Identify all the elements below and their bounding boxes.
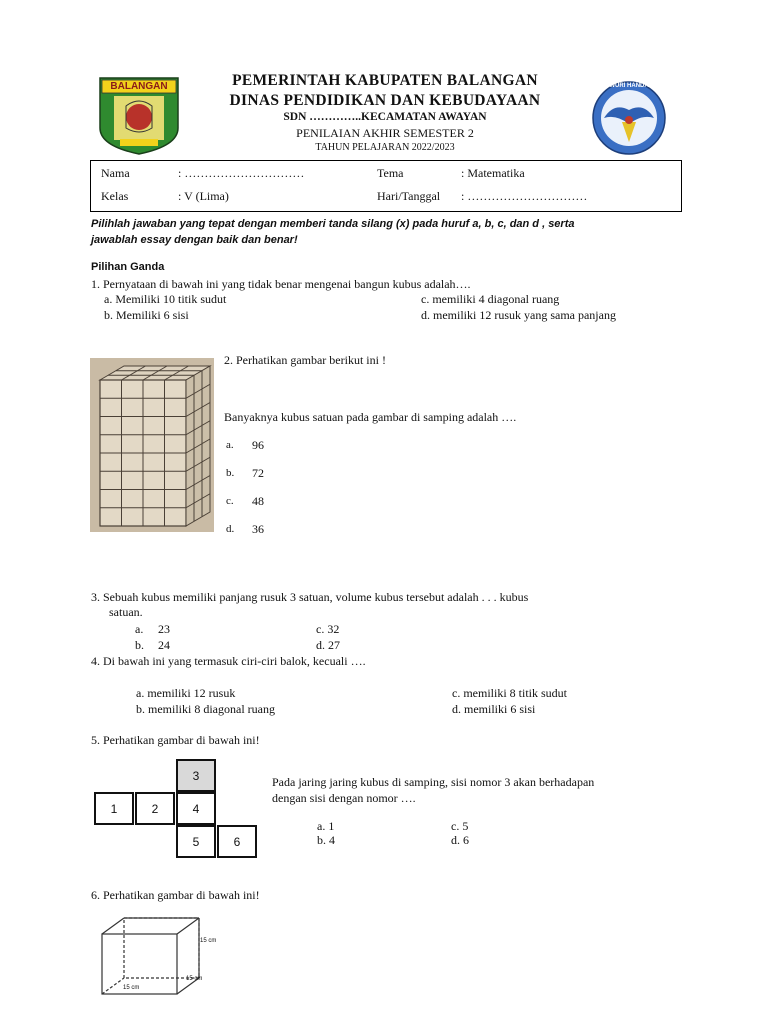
left-logo-text: BALANGAN	[110, 81, 168, 92]
q2-option-d-letter[interactable]: d.	[226, 523, 235, 535]
right-logo-text: TUT WURI HANDAYANI	[596, 83, 662, 89]
net-face-5: 5	[176, 825, 216, 858]
header-line-3: SDN …………..KECAMATAN AWAYAN	[283, 111, 487, 123]
q4-option-a[interactable]: a. memiliki 12 rusuk	[136, 686, 236, 700]
instruction-line-2: jawablah essay dengan baik dan benar!	[91, 234, 298, 246]
q5-option-a[interactable]: a. 1	[317, 819, 335, 833]
q2-option-b-value[interactable]: 72	[252, 466, 264, 480]
right-logo-tut-wuri-handayani	[584, 80, 674, 156]
q3-question-line-2: satuan.	[109, 605, 143, 619]
q3-question-line-1: 3. Sebuah kubus memiliki panjang rusuk 3 satuan, volume kubus tersebut adalah . . . kubus	[91, 590, 529, 604]
q2-question: 2. Perhatikan gambar berikut ini !	[224, 353, 386, 367]
header-line-5: TAHUN PELAJARAN 2022/2023	[315, 142, 455, 153]
q4-option-c[interactable]: c. memiliki 8 titik sudut	[452, 686, 567, 700]
q5-question: 5. Perhatikan gambar di bawah ini!	[91, 733, 260, 747]
hari-tanggal-field[interactable]: : …………………………	[461, 189, 588, 203]
q2-cube-stack-image	[90, 358, 214, 532]
q5-option-d[interactable]: d. 6	[451, 833, 469, 847]
cube-net	[94, 759, 260, 861]
nama-field[interactable]: : …………………………	[178, 166, 305, 180]
q4-option-b[interactable]: b. memiliki 8 diagonal ruang	[136, 702, 275, 716]
tema-value: : Matematika	[461, 166, 525, 180]
q3-option-c[interactable]: c. 32	[316, 622, 340, 636]
left-logo	[96, 76, 182, 156]
net-face-6: 6	[217, 825, 257, 858]
nama-label: Nama	[101, 166, 130, 180]
q1-option-c[interactable]: c. memiliki 4 diagonal ruang	[421, 292, 560, 306]
q2-option-d-value[interactable]: 36	[252, 522, 264, 536]
q2-prompt: Banyaknya kubus satuan pada gambar di samping adalah ….	[224, 410, 517, 424]
q4-option-d[interactable]: d. memiliki 6 sisi	[452, 702, 536, 716]
q6-question: 6. Perhatikan gambar di bawah ini!	[91, 888, 260, 902]
q1-option-a[interactable]: a. Memiliki 10 titik sudut	[104, 292, 227, 306]
q2-option-a-letter[interactable]: a.	[226, 439, 234, 451]
net-face-1: 1	[94, 792, 134, 825]
net-face-4: 4	[176, 792, 216, 825]
q3-option-b-letter[interactable]: b.	[135, 638, 144, 652]
tema-label: Tema	[377, 166, 404, 180]
kelas-value: : V (Lima)	[178, 189, 229, 203]
q3-option-a-letter[interactable]: a.	[135, 622, 144, 636]
q4-question: 4. Di bawah ini yang termasuk ciri-ciri balok, kecuali ….	[91, 654, 366, 668]
instruction-line-1: Pilihlah jawaban yang tepat dengan memberi tanda silang (x) pada huruf a, b, c, dan d , serta	[91, 218, 575, 230]
q1-option-b[interactable]: b. Memiliki 6 sisi	[104, 308, 189, 322]
q2-option-c-letter[interactable]: c.	[226, 495, 234, 507]
q3-option-d[interactable]: d. 27	[316, 638, 340, 652]
q5-option-b[interactable]: b. 4	[317, 833, 335, 847]
q2-option-c-value[interactable]: 48	[252, 494, 264, 508]
q6-cube-wireframe	[92, 912, 247, 1002]
q5-prompt-line-1: Pada jaring jaring kubus di samping, sisi nomor 3 akan berhadapan	[272, 775, 595, 789]
q2-option-b-letter[interactable]: b.	[226, 467, 235, 479]
q5-prompt-line-2: dengan sisi dengan nomor ….	[272, 791, 416, 805]
q5-option-c[interactable]: c. 5	[451, 819, 469, 833]
q6-label-depth: 15 cm	[186, 976, 203, 982]
kelas-label: Kelas	[101, 189, 129, 203]
net-face-3: 3	[176, 759, 216, 792]
q1-option-d[interactable]: d. memiliki 12 rusuk yang sama panjang	[421, 308, 616, 322]
q1-question: 1. Pernyataan di bawah ini yang tidak benar mengenai bangun kubus adalah….	[91, 277, 471, 291]
header-line-1: PEMERINTAH KABUPATEN BALANGAN	[232, 72, 538, 89]
section-title: Pilihan Ganda	[91, 261, 165, 273]
q6-label-width: 15 cm	[123, 985, 140, 991]
q6-label-height: 15 cm	[200, 938, 217, 944]
q3-option-a-value[interactable]: 23	[158, 622, 170, 636]
q2-option-a-value[interactable]: 96	[252, 438, 264, 452]
header-line-2: DINAS PENDIDIKAN DAN KEBUDAYAAN	[229, 92, 541, 109]
hari-tanggal-label: Hari/Tanggal	[377, 189, 441, 203]
header-line-4: PENILAIAN AKHIR SEMESTER 2	[296, 126, 474, 140]
net-face-2: 2	[135, 792, 175, 825]
q3-option-b-value[interactable]: 24	[158, 638, 170, 652]
